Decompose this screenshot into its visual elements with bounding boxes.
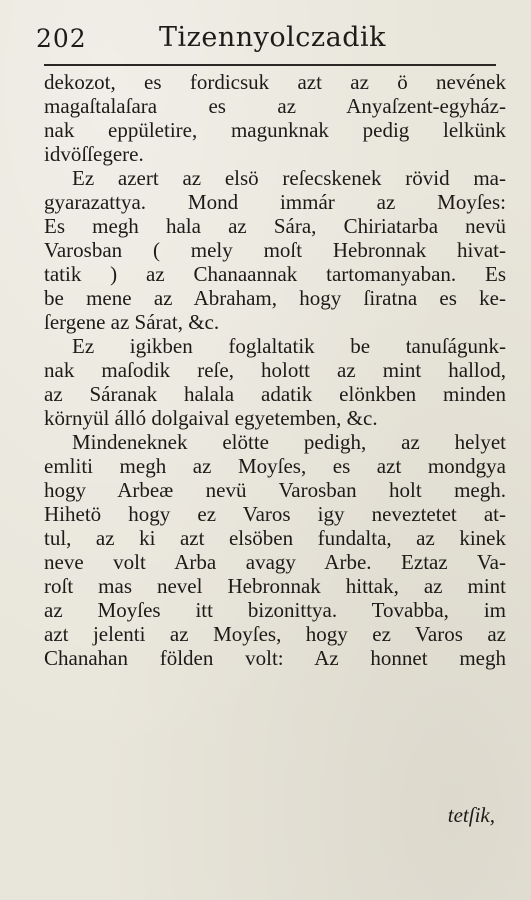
text-line: az Sáranak halala adatik elönkben minden [44,382,506,406]
text-line: tul, az ki azt elsöben fundalta, az kinek [44,526,506,550]
text-line: nak maſodik reſe, holott az mint hallod, [44,358,506,382]
text-line: be mene az Abraham, hogy ſiratna es ke- [44,286,506,310]
page-number: 202 [36,24,87,53]
text-line: gyarazattya. Mond immár az Moyſes: [44,190,506,214]
text-line: Varosban ( mely moſt Hebronnak hivat- [44,238,506,262]
text-line: magaſtalaſara es az Anyaſzent-egyház- [44,94,506,118]
body-text [44,70,506,670]
text-line: roſt mas nevel Hebronnak hittak, az mint [44,574,506,598]
text-line: emliti megh az Moyſes, es azt mondgya [44,454,506,478]
text-line: hogy Arbeæ nevü Varosban holt megh. [44,478,506,502]
text-line: Es megh hala az Sára, Chiriatarba nevü [44,214,506,238]
text-line: ſergene az Sárat, &c. [44,310,220,334]
text-line: nak eppületire, magunknak pedig lelkünk [44,118,506,142]
text-line: Hihetö hogy ez Varos igy neveztetet at- [44,502,506,526]
text-line: dekozot, es fordicsuk azt az ö nevének [44,70,506,94]
text-line: Chanahan földen volt: Az honnet megh [44,646,506,670]
text-line: az Moyſes itt bizonittya. Tovabba, im [44,598,506,622]
text-line: idvöſſegere. [44,142,144,166]
running-head [36,18,498,58]
running-title: Tizennyolczadik [159,22,386,53]
text-line: Ez igikben foglaltatik be tanuſágunk- [72,334,506,358]
catchword: tetſik, [447,803,495,827]
text-line: azt jelenti az Moyſes, hogy ez Varos az [44,622,506,646]
header-rule [44,64,496,66]
text-line: tatik ) az Chanaannak tartomanyaban. Es [44,262,506,286]
text-line: Mindeneknek elötte pedigh, az helyet [72,430,506,454]
text-line: környül álló dolgaival egyetemben, &c. [44,406,378,430]
text-line: neve volt Arba avagy Arbe. Eztaz Va- [44,550,506,574]
text-line: Ez azert az elsö reſecskenek rövid ma- [72,166,506,190]
